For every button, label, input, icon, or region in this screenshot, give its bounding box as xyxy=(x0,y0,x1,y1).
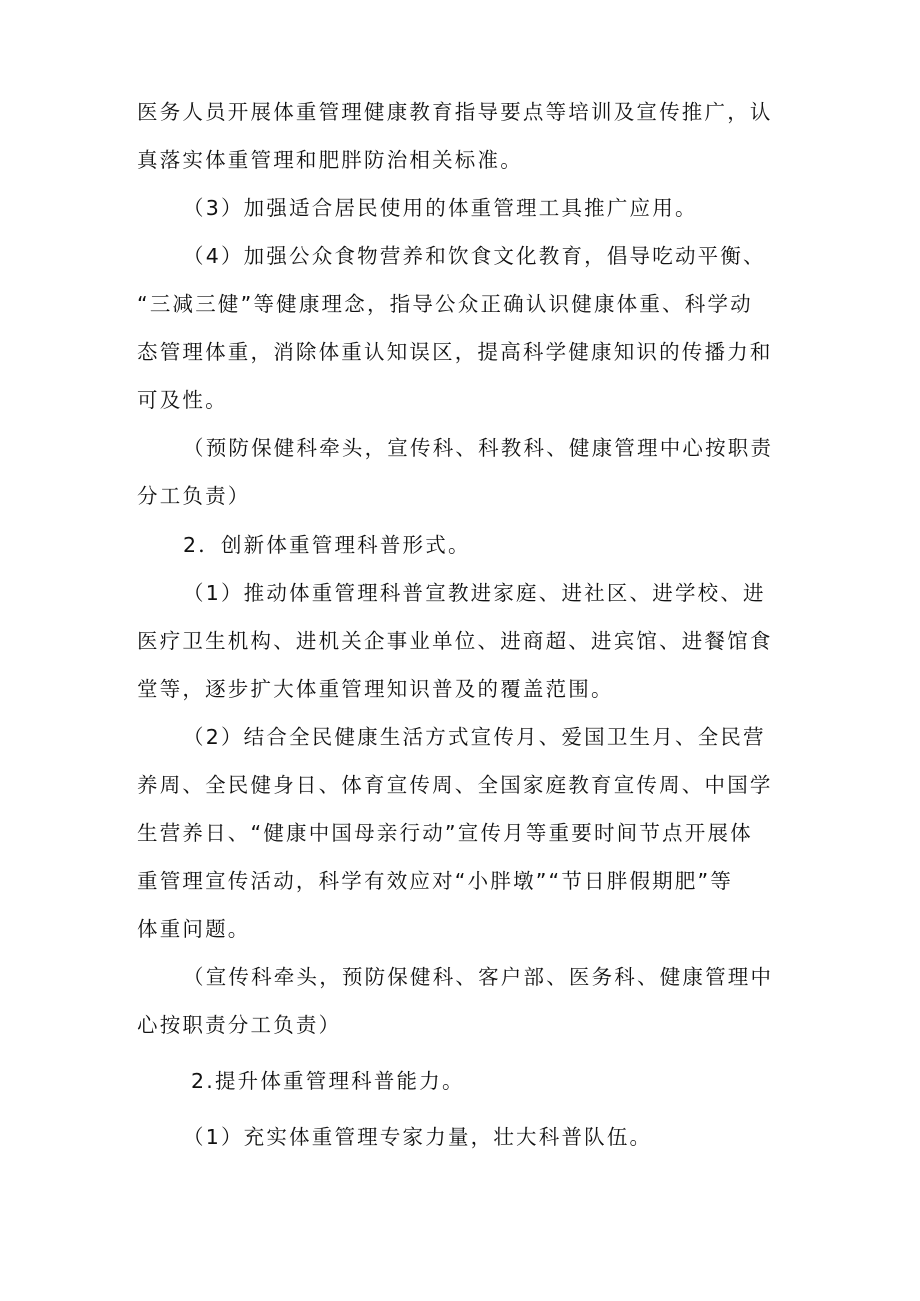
text-line: 生营养日、“健康中国母亲行动”宣传月等重要时间节点开展体 xyxy=(137,821,753,845)
text-line: 医疗卫生机构、进机关企事业单位、进商超、进宾馆、进餐馆食 xyxy=(137,629,773,653)
text-line: （2）结合全民健康生活方式宣传月、爱国卫生月、全民营 xyxy=(183,725,766,749)
text-line: （3）加强适合居民使用的体重管理工具推广应用。 xyxy=(183,196,698,220)
text-line: （1）充实体重管理专家力量，壮大科普队伍。 xyxy=(183,1125,653,1149)
text-line: 医务人员开展体重管理健康教育指导要点等培训及宣传推广，认 xyxy=(137,100,773,124)
section-heading: 2.提升体重管理科普能力。 xyxy=(191,1069,465,1093)
text-line: 体重问题。 xyxy=(137,917,251,941)
text-line: 堂等，逐步扩大体重管理知识普及的覆盖范围。 xyxy=(137,677,614,701)
section-heading: 2．创新体重管理科普形式。 xyxy=(183,533,471,557)
text-line: 可及性。 xyxy=(137,388,228,412)
text-line: 心按职责分工负责） xyxy=(137,1013,342,1037)
text-line: （宣传科牵头，预防保健科、客户部、医务科、健康管理中 xyxy=(183,965,774,989)
text-line: 态管理体重，消除体重认知误区，提高科学健康知识的传播力和 xyxy=(137,340,773,364)
text-line: （1）推动体重管理科普宣教进家庭、进社区、进学校、进 xyxy=(183,581,766,605)
text-line: 真落实体重管理和肥胖防治相关标准。 xyxy=(137,148,523,172)
text-line: 分工负责） xyxy=(137,484,251,508)
text-line: 重管理宣传活动，科学有效应对“小胖墩”“节日胖假期肥”等 xyxy=(137,869,734,893)
text-line: “三减三健”等健康理念，指导公众正确认识健康体重、科学动 xyxy=(137,292,753,316)
text-line: 养周、全民健身日、体育宣传周、全国家庭教育宣传周、中国学 xyxy=(137,773,773,797)
text-line: （4）加强公众食物营养和饮食文化教育，倡导吃动平衡、 xyxy=(183,244,766,268)
text-line: （预防保健科牵头，宣传科、科教科、健康管理中心按职责 xyxy=(183,436,774,460)
